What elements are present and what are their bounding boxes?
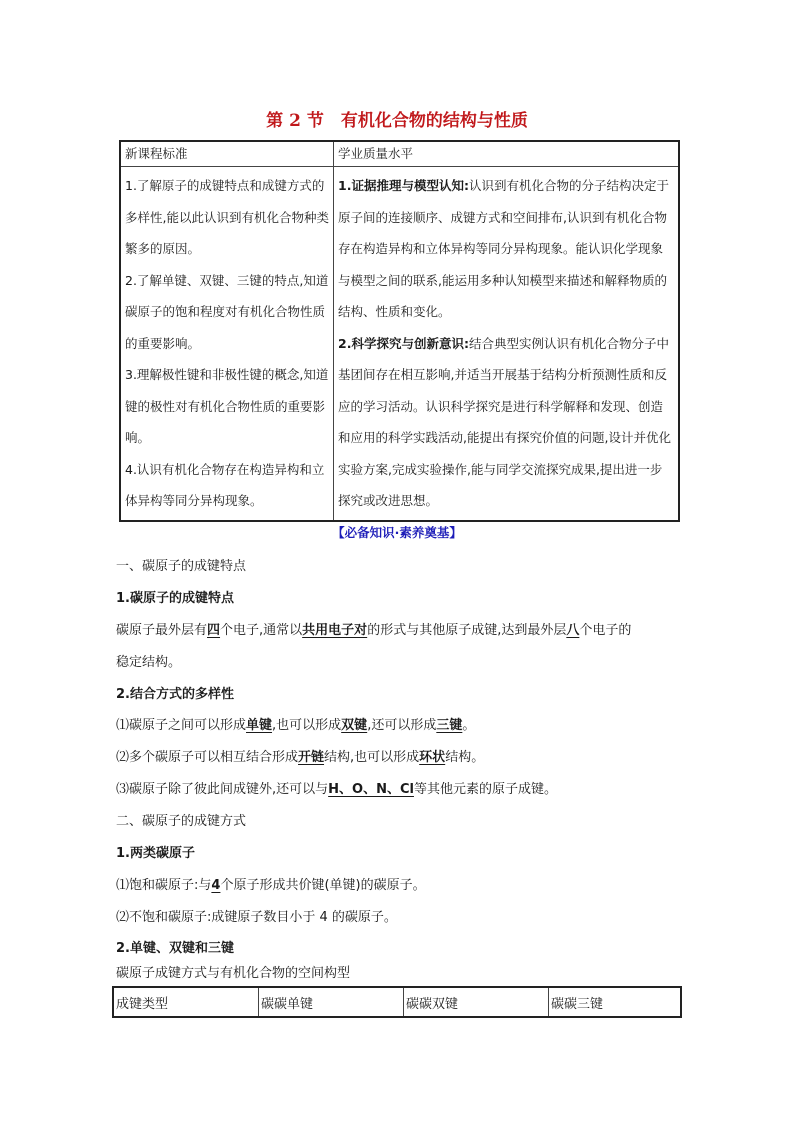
answer-blank: 共用电子对 [302, 623, 368, 638]
text-span: 等其他元素的原子成键。 [413, 782, 557, 797]
list-item [116, 778, 557, 797]
table-body-row [120, 167, 679, 521]
paragraph-line: 碳原子成键方式与有机化合物的空间构型 [116, 966, 351, 981]
section-heading: 一、碳原子的成键特点 [116, 559, 247, 574]
table-header-cell: 碳碳单键 [259, 987, 404, 1017]
standard-item: 1.了解原子的成键特点和成键方式的多样性,能以此认识到有机化合物种类繁多的原因。 [125, 178, 329, 256]
quality-item-lead: 1.证据推理与模型认知: [338, 178, 469, 193]
answer-blank: 三键 [436, 718, 463, 733]
standard-item: 4.认识有机化合物存在构造异构和立体异构等同分异构现象。 [125, 461, 325, 508]
text-span: ,还可以形成 [367, 718, 437, 733]
text-span: 结构。 [445, 750, 485, 765]
text-span: ⑵多个碳原子可以相互结合形成 [116, 750, 299, 765]
answer-blank: 双键 [341, 718, 368, 733]
subsection-heading: 2.单键、双键和三键 [116, 941, 234, 956]
answer-blank: 单键 [246, 718, 273, 733]
quality-item [338, 170, 674, 328]
text-span: 个原子形成共价键(单键)的碳原子。 [220, 878, 426, 893]
table-header-row [113, 987, 681, 1017]
text-span: 结构,也可以形成 [324, 750, 420, 765]
text-span: ⑶碳原子除了彼此间成键外,还可以与 [116, 782, 329, 797]
table-header-cell: 碳碳双键 [404, 987, 549, 1017]
table-header-cell: 成键类型 [113, 987, 259, 1017]
answer-blank: 开链 [298, 750, 325, 765]
bond-types-table [112, 986, 682, 1018]
text-span: 个电子,通常以 [220, 623, 303, 638]
subsection-heading: 2.结合方式的多样性 [116, 687, 234, 702]
quality-level-cell [334, 167, 680, 521]
table-header-row [120, 141, 679, 167]
table-header-cell: 碳碳三键 [549, 987, 682, 1017]
list-item [116, 746, 484, 765]
answer-blank: 环状 [419, 750, 446, 765]
subsection-heading: 1.碳原子的成键特点 [116, 591, 234, 606]
list-item: ⑵不饱和碳原子:成键原子数目小于 4 的碳原子。 [116, 910, 397, 925]
quality-item-text: 认识到有机化合物的分子结构决定于原子间的连接顺序、成键方式和空间排布,认识到有机化合物存在构造异构和立体异构等同分异构现象。能认识化学现象与模型之间的联系,能运用多种认知模型来描述和解释物质的结构、性质和变化。 [338, 178, 669, 319]
col2-header: 学业质量水平 [334, 141, 680, 167]
answer-blank: 四 [207, 623, 221, 638]
quality-item-lead: 2.科学探究与创新意识: [338, 335, 469, 351]
text-span: 的形式与其他原子成键,达到最外层 [367, 623, 567, 638]
curriculum-standards-table [119, 140, 680, 522]
text-span: ⑴碳原子之间可以形成 [116, 718, 247, 733]
answer-blank: 八 [566, 623, 580, 638]
text-span: ⑴饱和碳原子:与 [116, 878, 212, 893]
text-span: ,也可以形成 [272, 718, 342, 733]
text-span: 个电子的 [579, 623, 632, 638]
answer-blank: H、O、N、Cl [328, 782, 414, 797]
standard-item: 3.理解极性键和非极性键的概念,知道键的极性对有机化合物性质的重要影响。 [125, 367, 329, 445]
new-curriculum-standards-cell [120, 167, 334, 521]
answer-blank: 4 [211, 878, 221, 893]
section-title: 第 2 节 有机化合物的结构与性质 [266, 111, 528, 131]
text-span: 。 [462, 718, 476, 733]
paragraph-line [116, 619, 631, 638]
list-item [116, 874, 426, 893]
paragraph-line: 稳定结构。 [116, 655, 182, 670]
col1-header: 新课程标准 [120, 141, 334, 167]
quality-item-text: 结合典型实例认识有机化合物分子中基团间存在相互影响,并适当开展基于结构分析预测性质和反应的学习活动。认识科学探究是进行科学解释和发现、创造和应用的科学实践活动,能提出有探究价值的问题,设计并优化实验方案,完成实验操作,能与同学交流探究成果,提出进一步探究或改进思想。 [338, 335, 671, 508]
text-span: 碳原子最外层有 [116, 623, 208, 638]
quality-item [338, 328, 674, 517]
list-item [116, 714, 475, 733]
section-heading: 二、碳原子的成键方式 [116, 814, 247, 829]
subsection-heading: 1.两类碳原子 [116, 846, 195, 861]
standard-item: 2.了解单键、双键、三键的特点,知道碳原子的饱和程度对有机化合物性质的重要影响。 [125, 272, 329, 351]
knowledge-heading: 【必备知识·素养奠基】 [332, 525, 462, 540]
